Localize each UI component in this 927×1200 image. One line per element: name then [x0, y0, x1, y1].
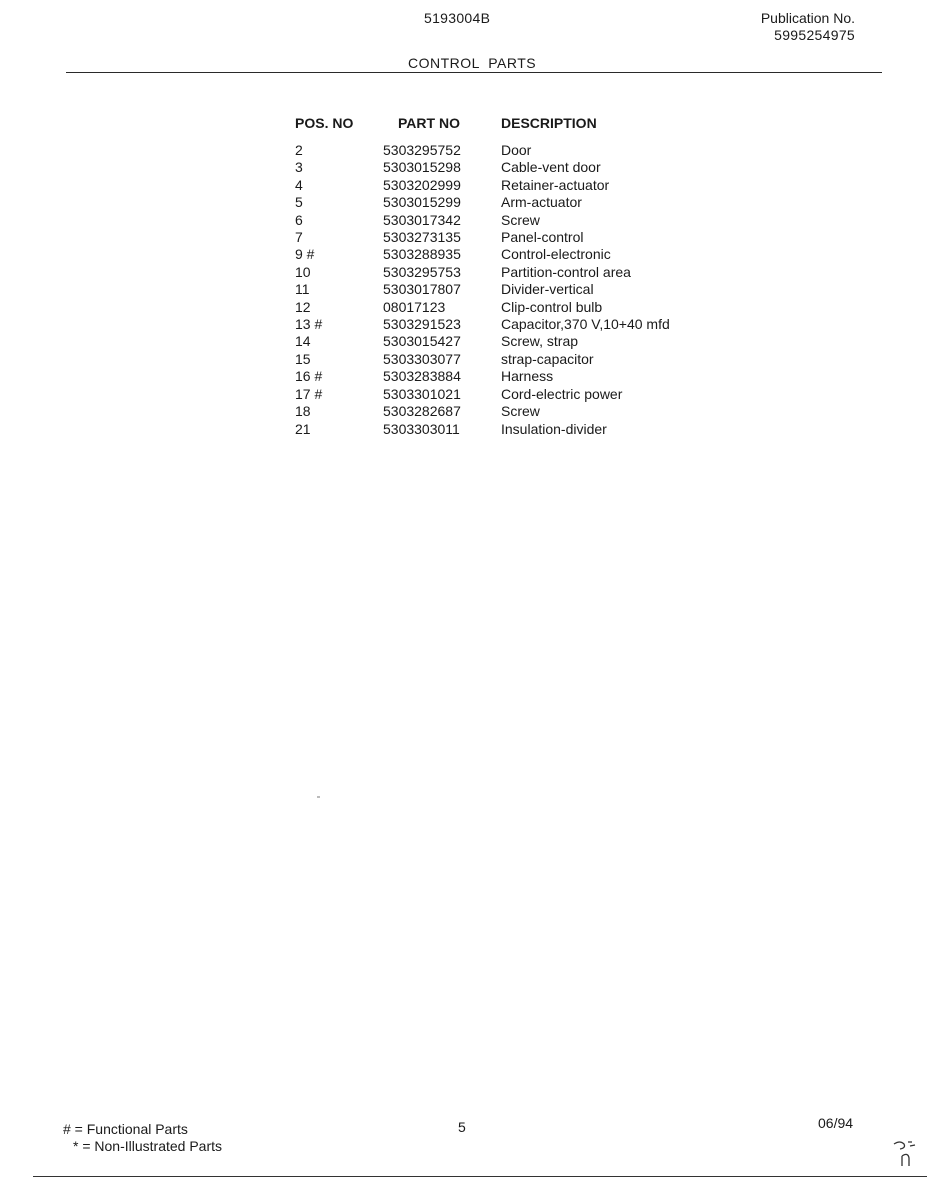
table-row: [295, 194, 761, 211]
model-number: 5193004B: [424, 10, 491, 26]
table-row: [295, 264, 761, 281]
description-cell: Cord-electric power: [501, 385, 623, 402]
pos-no-cell: 21: [295, 420, 311, 437]
scan-speck: [317, 796, 320, 798]
description-cell: Harness: [501, 368, 554, 385]
table-row: [295, 246, 761, 263]
part-no-cell: 5303283884: [383, 368, 461, 385]
pos-no-cell: 9 #: [295, 246, 315, 263]
pos-no-cell: 15: [295, 350, 311, 367]
pos-no-cell: 16 #: [295, 368, 323, 385]
part-no-cell: 5303015427: [383, 333, 461, 350]
table-row: [295, 421, 761, 438]
table-row: [295, 368, 761, 385]
pos-no-cell: 2: [295, 142, 303, 158]
header-divider: [66, 72, 882, 73]
table-row: [295, 333, 761, 350]
table-row: [295, 351, 761, 368]
description-cell: Panel-control: [501, 229, 584, 246]
part-no-cell: 5303295753: [383, 263, 461, 280]
description-cell: Partition-control area: [501, 263, 631, 280]
table-row: [295, 386, 761, 403]
table-row: [295, 299, 761, 316]
description-cell: Retainer-actuator: [501, 176, 610, 193]
part-no-cell: 5303017807: [383, 281, 461, 298]
table-row: [295, 229, 761, 246]
pos-no-cell: 10: [295, 263, 311, 280]
pos-no-cell: 4: [295, 176, 303, 193]
description-cell: Capacitor,370 V,10+40 mfd: [501, 316, 670, 333]
part-no-cell: 5303017342: [383, 211, 461, 228]
column-header-description: DESCRIPTION: [501, 115, 597, 131]
part-no-cell: 5303202999: [383, 176, 461, 193]
part-no-cell: 5303282687: [383, 403, 461, 420]
pos-no-cell: 18: [295, 403, 311, 420]
table-row: [295, 281, 761, 298]
part-no-cell: 5303291523: [383, 316, 461, 333]
table-row: [295, 177, 761, 194]
description-cell: Screw: [501, 403, 540, 420]
publication-number: 5995254975: [774, 27, 855, 43]
parts-table: [295, 142, 761, 438]
handwritten-mark: [888, 1132, 927, 1172]
description-cell: Screw: [501, 211, 540, 228]
description-cell: Cable-vent door: [501, 159, 601, 176]
description-cell: Divider-vertical: [501, 281, 594, 298]
table-row: [295, 159, 761, 176]
pos-no-cell: 5: [295, 194, 303, 211]
pos-no-cell: 17 #: [295, 385, 323, 402]
pos-no-cell: 13 #: [295, 316, 323, 333]
description-cell: Clip-control bulb: [501, 298, 603, 315]
part-no-cell: 5303288935: [383, 246, 461, 263]
section-title: CONTROL PARTS: [408, 55, 537, 71]
description-cell: Insulation-divider: [501, 420, 607, 437]
column-header-pos-no: POS. NO: [295, 115, 354, 131]
parts-table-body: [295, 142, 761, 438]
description-cell: Control-electronic: [501, 246, 611, 263]
part-no-cell: 5303295752: [383, 142, 461, 158]
pos-no-cell: 11: [295, 281, 310, 298]
part-no-cell: 5303015299: [383, 194, 461, 211]
publication-label: Publication No.: [760, 10, 855, 26]
legend-non-illustrated-parts: * = Non-Illustrated Parts: [73, 1138, 223, 1154]
table-row: [295, 212, 761, 229]
legend-functional-parts: # = Functional Parts: [63, 1121, 188, 1137]
page-number: 5: [458, 1119, 466, 1135]
pos-no-cell: 7: [295, 229, 303, 246]
pos-no-cell: 6: [295, 211, 303, 228]
part-no-cell: 5303303011: [383, 420, 460, 437]
column-header-part-no: PART NO: [398, 115, 460, 131]
part-no-cell: 5303303077: [383, 350, 461, 367]
pos-no-cell: 14: [295, 333, 311, 350]
part-no-cell: 08017123: [383, 298, 446, 315]
description-cell: Screw, strap: [501, 333, 579, 350]
description-cell: Arm-actuator: [501, 194, 582, 211]
description-cell: strap-capacitor: [501, 350, 594, 367]
part-no-cell: 5303301021: [383, 385, 461, 402]
description-cell: Door: [501, 142, 532, 158]
pos-no-cell: 3: [295, 159, 303, 176]
part-no-cell: 5303015298: [383, 159, 461, 176]
footer-divider: [33, 1176, 927, 1177]
publication-date: 06/94: [818, 1115, 854, 1131]
pos-no-cell: 12: [295, 298, 311, 315]
table-row: [295, 142, 761, 159]
table-row: [295, 403, 761, 420]
part-no-cell: 5303273135: [383, 229, 461, 246]
table-row: [295, 316, 761, 333]
